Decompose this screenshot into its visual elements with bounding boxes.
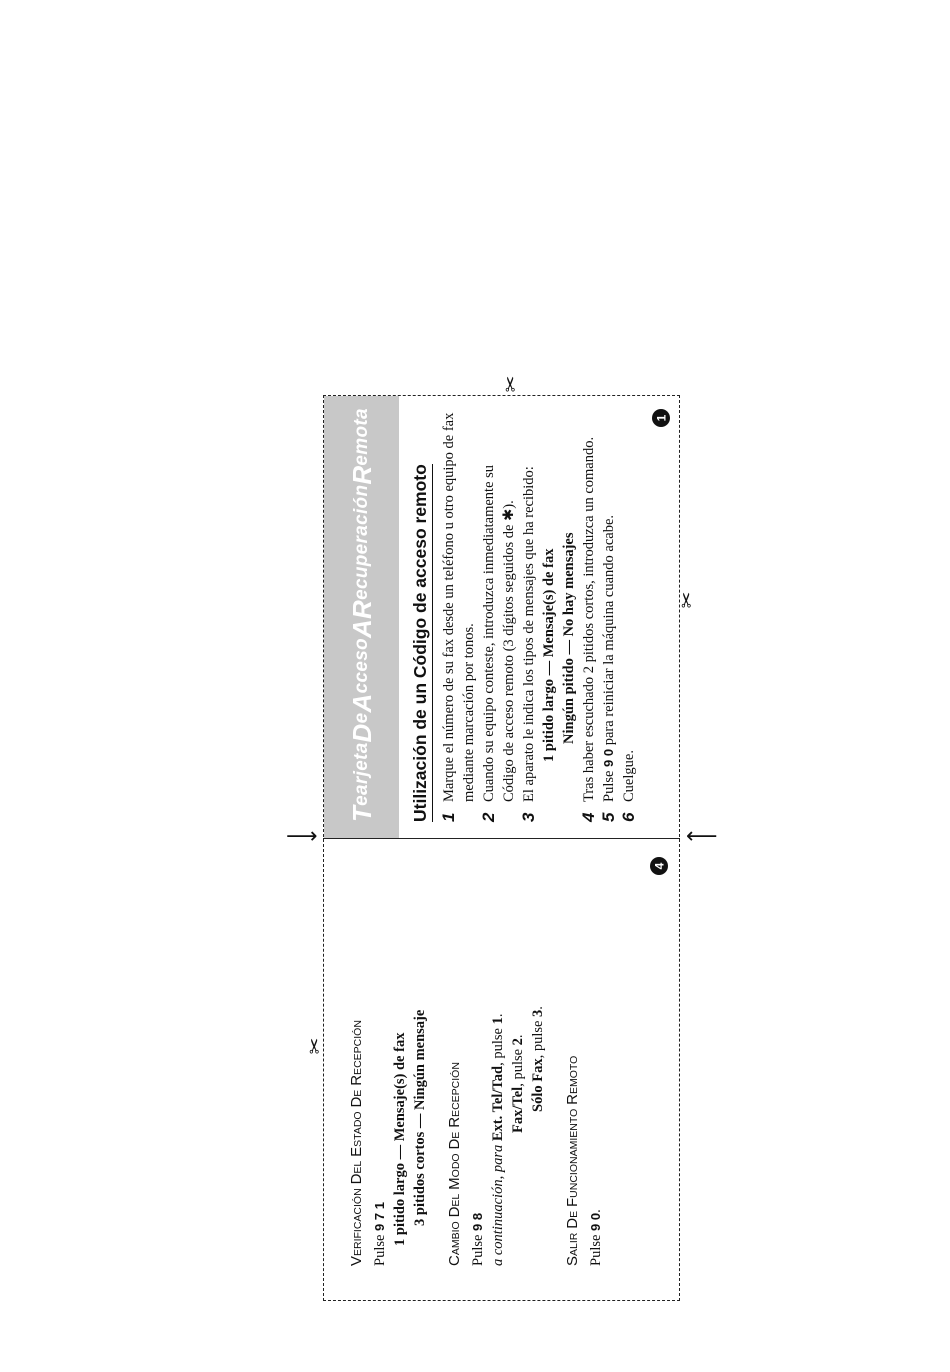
scissors-icon: ✂ — [302, 1037, 327, 1055]
steps-list — [439, 398, 639, 822]
fold-arrow-left-icon: ⟶ — [286, 824, 318, 849]
status-line: 1 pitido largo — Mensaje(s) de fax — [392, 1032, 408, 1246]
section-reception-status: VERIFICACIÓN DEL ESTADO DE RECEPCIÓN Pulse 9 7 1 1 pitido largo — Mensaje(s) de fax 3 pitidos cortos — Ningún mensaje — [346, 836, 430, 1266]
status-line: 3 pitidos cortos — Ningún mensaje — [412, 1009, 428, 1226]
section-subtitle: Utilización de un Código de acceso remoto — [410, 464, 433, 822]
scissors-icon: ✂ — [498, 375, 523, 393]
section-title: SALIR DE FUNCIONAMIENTO REMOTO — [564, 1055, 581, 1266]
beep-line: 1 pitido largo — Mensaje(s) de fax — [541, 548, 557, 762]
card-title: T earjeta D e A cceso A R ecuperación R emota — [346, 408, 377, 822]
section-title: VERIFICACIÓN DEL ESTADO DE RECEPCIÓN — [348, 1020, 365, 1266]
back-panel — [346, 836, 646, 1266]
fold-arrow-right-icon: ⟵ — [686, 824, 718, 849]
list-item: 2 Cuando su equipo conteste, introduzca inmediatamente su Código de acceso remoto (3 dígitos seguidos de ✱). — [479, 464, 517, 822]
list-item: 3 El aparato le indica los tipos de mensajes que ha recibido: 1 pitido largo — Mensaje(s) de fax Ningún pitido — No hay mensajes — [519, 466, 577, 822]
front-panel — [326, 398, 676, 836]
list-item: 4 Tras haber escuchado 2 pitidos cortos, introduzca un comando. — [579, 436, 598, 822]
beep-line: Ningún pitido — No hay mensajes — [561, 532, 577, 744]
section-reception-mode: CAMBIO DEL MODO DE RECEPCIÓN Pulse 9 8 a continuación, para Ext. Tel/Tad, pulse 1. Fax/Tel, pulse 2. Sólo Fax, pulse 3. — [444, 836, 548, 1266]
page-number-badge: 1 — [652, 409, 670, 427]
list-item: 5 Pulse 9 0 para reiniciar la máquina cuando acabe. — [599, 514, 618, 822]
list-item: 6 Cuelgue. — [619, 750, 638, 822]
section-exit-remote: SALIR DE FUNCIONAMIENTO REMOTO Pulse 9 0. — [562, 836, 606, 1266]
page-number-badge: 4 — [650, 857, 668, 875]
section-title: CAMBIO DEL MODO DE RECEPCIÓN — [446, 1062, 463, 1266]
scissors-icon: ✂ — [674, 591, 699, 609]
list-item: 1 Marque el número de su fax desde un teléfono u otro equipo de fax mediante marcación por tonos. — [439, 412, 477, 822]
